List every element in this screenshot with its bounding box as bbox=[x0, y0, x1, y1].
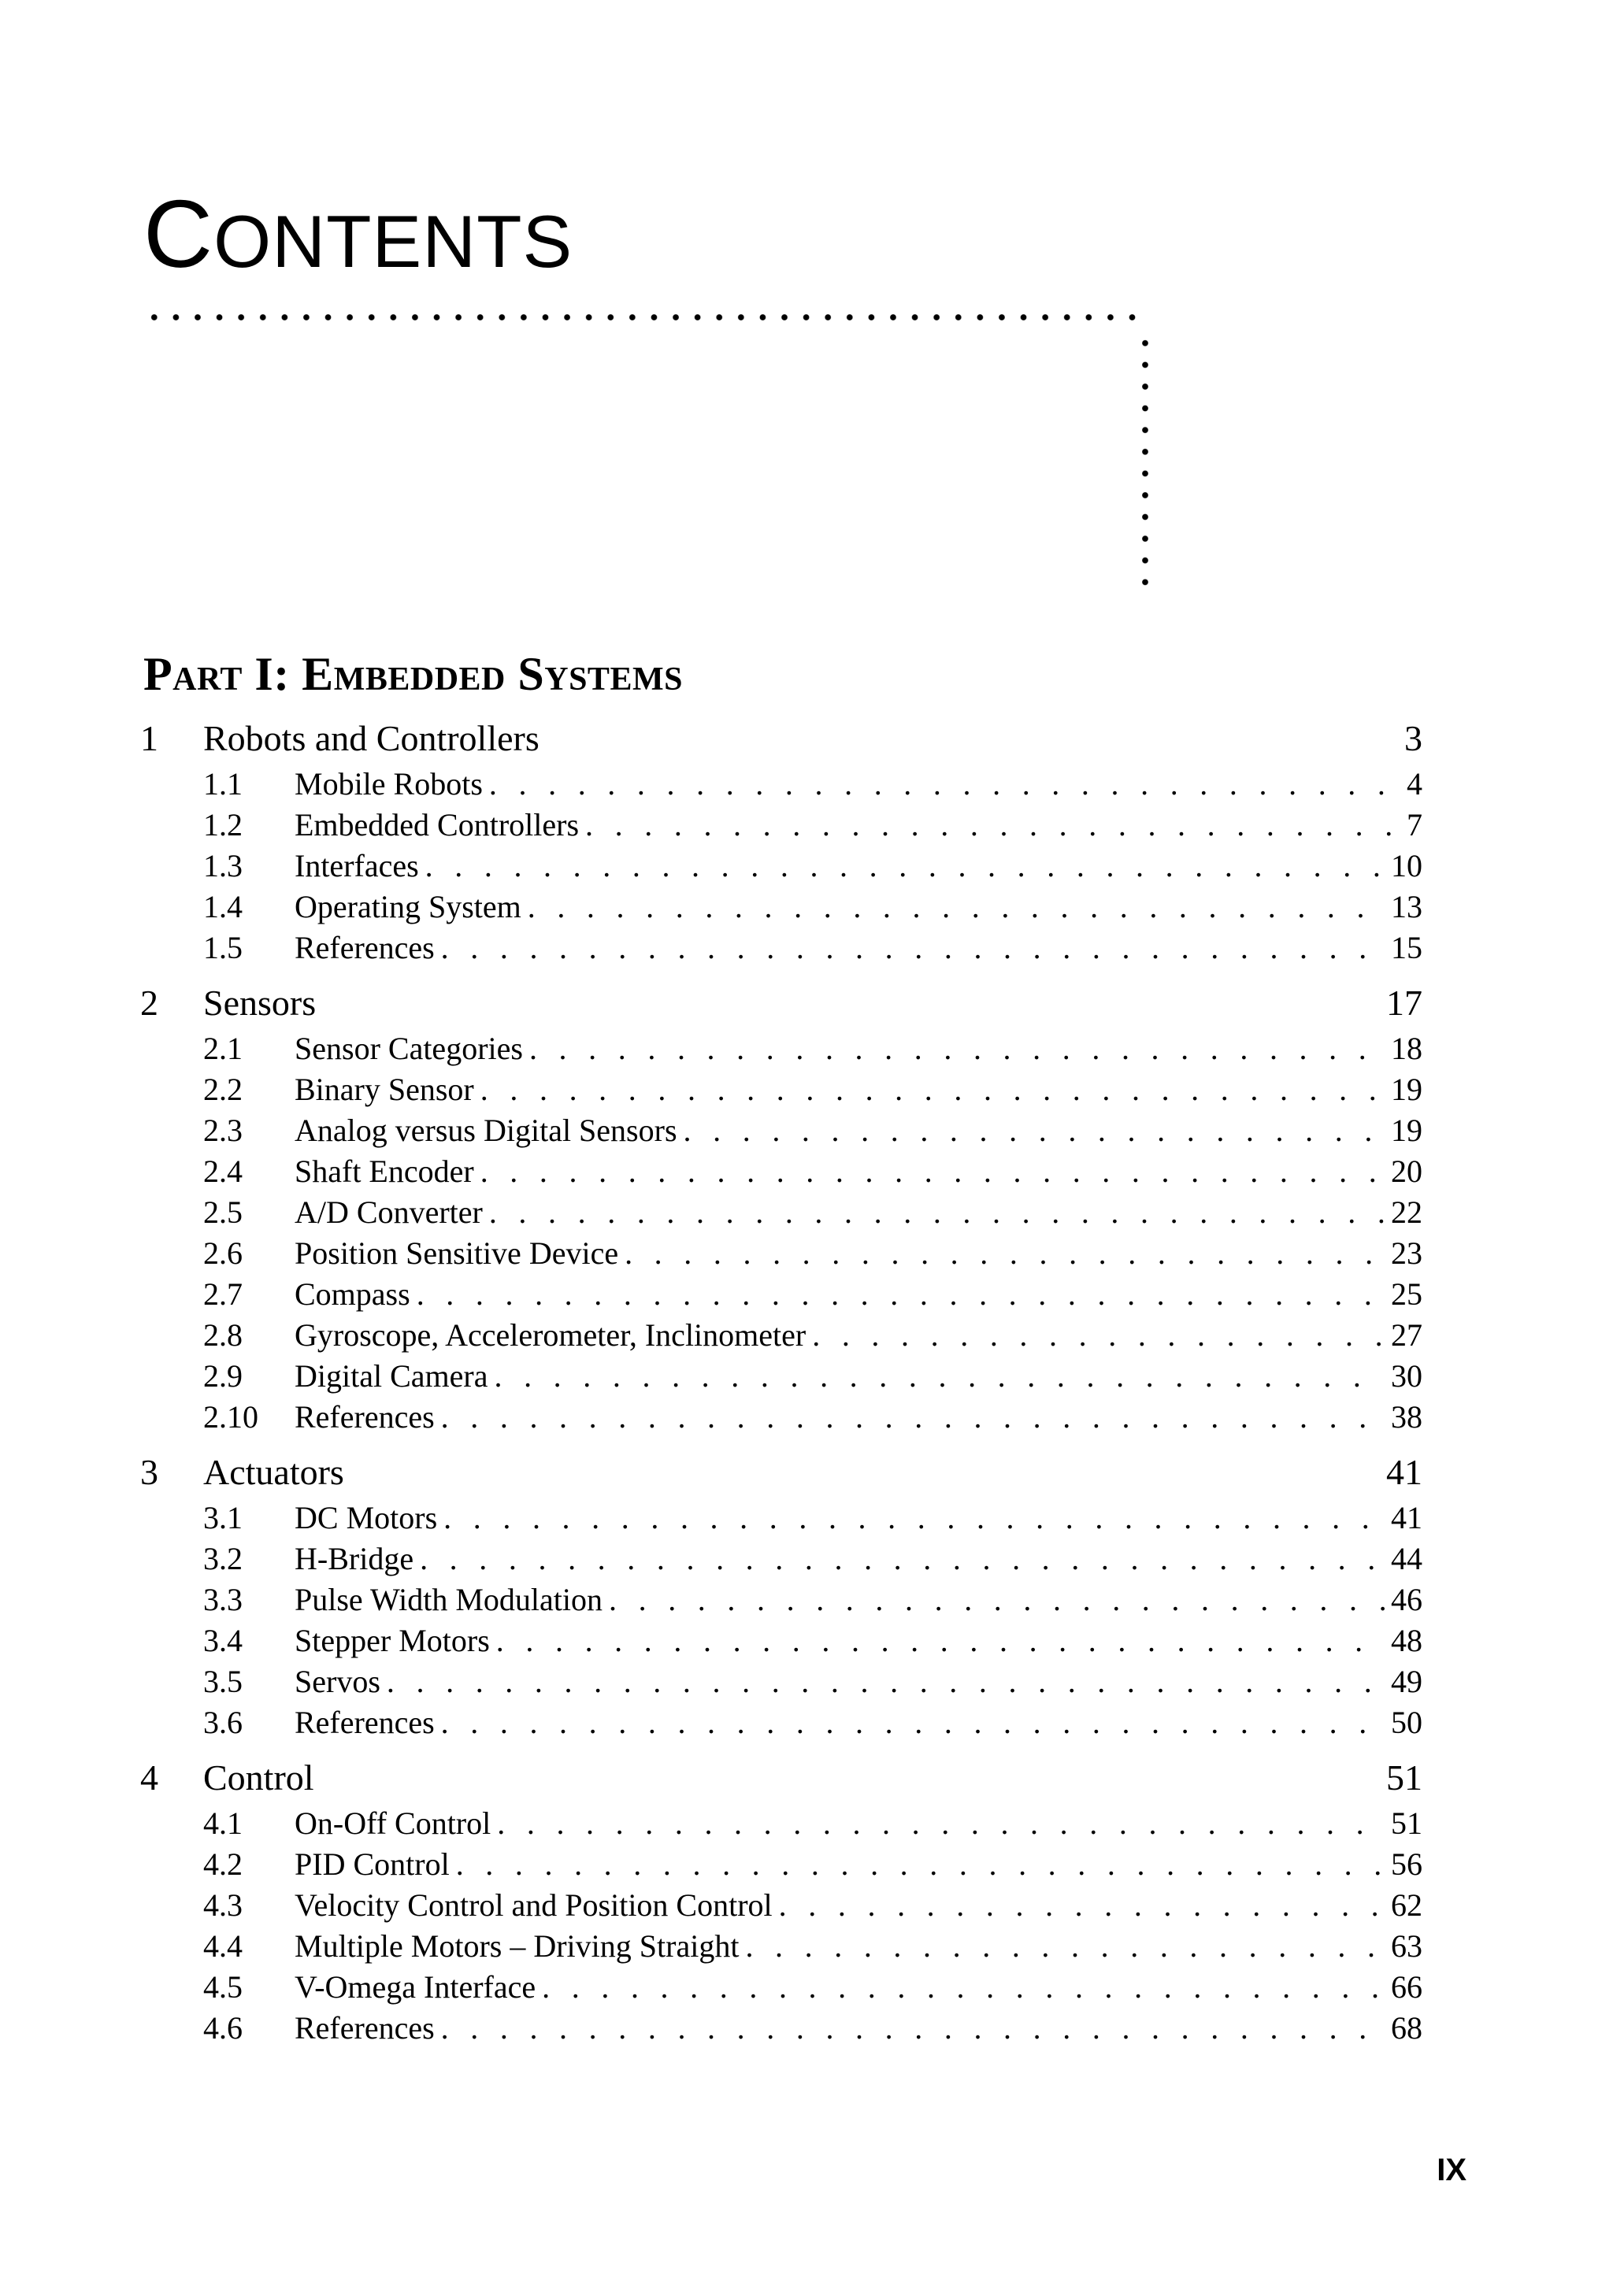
section-title: Stepper Motors bbox=[295, 1623, 490, 1658]
toc-entry[interactable] bbox=[0, 764, 1613, 805]
dot-leader bbox=[441, 1702, 1385, 1743]
section-title: Digital Camera bbox=[295, 1358, 488, 1394]
section-title: A/D Converter bbox=[295, 1194, 483, 1230]
section-page: 62 bbox=[1391, 1887, 1422, 1923]
section-title: Compass bbox=[295, 1276, 410, 1312]
dot-leader bbox=[625, 1233, 1385, 1274]
toc-entry[interactable] bbox=[0, 1885, 1613, 1926]
toc-entry[interactable] bbox=[0, 1356, 1613, 1397]
chapter-1 bbox=[0, 713, 1613, 968]
dot-leader bbox=[420, 1539, 1385, 1579]
toc-entry[interactable] bbox=[0, 887, 1613, 928]
page-title-rest: ONTENTS bbox=[213, 200, 573, 283]
section-number: 3.3 bbox=[203, 1582, 243, 1617]
toc-entry[interactable] bbox=[0, 1028, 1613, 1069]
chapter-number: 1 bbox=[140, 718, 158, 758]
toc-entry[interactable] bbox=[0, 1498, 1613, 1539]
dot-leader bbox=[441, 1397, 1385, 1438]
section-title: PID Control bbox=[295, 1846, 450, 1882]
section-line bbox=[295, 1885, 1422, 1926]
chapter-number: 2 bbox=[140, 983, 158, 1023]
toc-entry[interactable] bbox=[0, 1110, 1613, 1151]
chapter-number: 4 bbox=[140, 1757, 158, 1798]
part-title: Part I: Embedded Systems bbox=[143, 648, 683, 700]
dot-leader bbox=[443, 1498, 1385, 1539]
section-page: 63 bbox=[1391, 1928, 1422, 1964]
section-line bbox=[295, 1539, 1422, 1579]
section-title: References bbox=[295, 2010, 435, 2046]
dot-leader bbox=[779, 1885, 1385, 1926]
section-number: 1.1 bbox=[203, 766, 243, 802]
section-page: 19 bbox=[1391, 1072, 1422, 1107]
dot-leader bbox=[745, 1926, 1385, 1967]
toc-entry[interactable] bbox=[0, 1069, 1613, 1110]
section-line bbox=[295, 1192, 1422, 1233]
section-line bbox=[295, 1844, 1422, 1885]
section-number: 3.4 bbox=[203, 1623, 243, 1658]
section-line bbox=[295, 1661, 1422, 1702]
chapter-title: Actuators bbox=[203, 1452, 344, 1492]
chapter-page: 3 bbox=[1404, 718, 1422, 758]
toc-entry[interactable] bbox=[0, 846, 1613, 887]
chapter-page: 51 bbox=[1386, 1757, 1422, 1798]
section-title: Sensor Categories bbox=[295, 1031, 523, 1066]
toc-entry[interactable] bbox=[0, 1539, 1613, 1579]
toc-entry[interactable] bbox=[0, 1967, 1613, 2008]
section-page: 27 bbox=[1391, 1317, 1422, 1353]
section-title: References bbox=[295, 1399, 435, 1435]
section-line bbox=[295, 1028, 1422, 1069]
section-line bbox=[295, 928, 1422, 968]
section-line bbox=[295, 1579, 1422, 1620]
section-line bbox=[295, 1498, 1422, 1539]
chapter-page: 17 bbox=[1386, 983, 1422, 1023]
section-number: 2.6 bbox=[203, 1235, 243, 1271]
section-title: Multiple Motors – Driving Straight bbox=[295, 1928, 740, 1964]
section-page: 13 bbox=[1391, 889, 1422, 924]
toc-entry[interactable] bbox=[0, 1844, 1613, 1885]
chapter-title: Sensors bbox=[203, 983, 317, 1023]
dot-leader bbox=[480, 1151, 1385, 1192]
chapter-2 bbox=[0, 978, 1613, 1438]
section-line bbox=[295, 2008, 1422, 2049]
section-page: 56 bbox=[1391, 1846, 1422, 1882]
section-page: 7 bbox=[1407, 807, 1422, 842]
dot-leader bbox=[494, 1356, 1385, 1397]
section-title: Binary Sensor bbox=[295, 1072, 474, 1107]
section-number: 2.3 bbox=[203, 1113, 243, 1148]
section-line bbox=[295, 1151, 1422, 1192]
dot-leader bbox=[441, 928, 1385, 968]
page-title-initial: C bbox=[143, 180, 214, 287]
dotted-rule-vertical bbox=[1141, 332, 1149, 591]
section-number: 3.2 bbox=[203, 1541, 243, 1576]
section-page: 30 bbox=[1391, 1358, 1422, 1394]
section-number: 1.2 bbox=[203, 807, 243, 842]
chapter-4 bbox=[0, 1753, 1613, 2049]
section-number: 1.3 bbox=[203, 848, 243, 883]
dot-leader bbox=[480, 1069, 1385, 1110]
section-page: 22 bbox=[1391, 1194, 1422, 1230]
toc-entry[interactable] bbox=[0, 1315, 1613, 1356]
section-title: Gyroscope, Accelerometer, Inclinometer bbox=[295, 1317, 806, 1353]
section-line bbox=[295, 1110, 1422, 1151]
section-number: 4.2 bbox=[203, 1846, 243, 1882]
chapter-page: 41 bbox=[1386, 1452, 1422, 1492]
chapter-heading[interactable] bbox=[0, 713, 1613, 764]
chapter-3 bbox=[0, 1447, 1613, 1743]
section-page: 38 bbox=[1391, 1399, 1422, 1435]
toc-entry[interactable] bbox=[0, 1397, 1613, 1438]
section-number: 2.10 bbox=[203, 1399, 258, 1435]
section-number: 2.8 bbox=[203, 1317, 243, 1353]
dot-leader bbox=[417, 1274, 1385, 1315]
dot-leader bbox=[812, 1315, 1385, 1356]
section-page: 20 bbox=[1391, 1154, 1422, 1189]
page-number: IX bbox=[1437, 2153, 1467, 2187]
section-page: 50 bbox=[1391, 1705, 1422, 1740]
section-page: 49 bbox=[1391, 1664, 1422, 1699]
section-number: 2.5 bbox=[203, 1194, 243, 1230]
dot-leader bbox=[425, 846, 1385, 887]
section-page: 15 bbox=[1391, 930, 1422, 965]
dot-leader bbox=[542, 1967, 1385, 2008]
section-title: Operating System bbox=[295, 889, 521, 924]
section-line bbox=[295, 1356, 1422, 1397]
section-title: Servos bbox=[295, 1664, 380, 1699]
section-title: V-Omega Interface bbox=[295, 1969, 536, 2005]
chapter-number: 3 bbox=[140, 1452, 158, 1492]
section-number: 2.4 bbox=[203, 1154, 243, 1189]
toc-entry[interactable] bbox=[0, 1661, 1613, 1702]
section-title: DC Motors bbox=[295, 1500, 438, 1535]
toc-entry[interactable] bbox=[0, 805, 1613, 846]
section-title: References bbox=[295, 1705, 435, 1740]
page-title bbox=[143, 180, 573, 287]
chapter-heading[interactable] bbox=[0, 978, 1613, 1028]
section-number: 4.5 bbox=[203, 1969, 243, 2005]
dot-leader bbox=[684, 1110, 1385, 1151]
toc-entry[interactable] bbox=[0, 1579, 1613, 1620]
dot-leader bbox=[489, 764, 1400, 805]
section-page: 4 bbox=[1407, 766, 1422, 802]
chapter-heading[interactable] bbox=[0, 1447, 1613, 1498]
dot-leader bbox=[528, 887, 1385, 928]
dot-leader bbox=[387, 1661, 1385, 1702]
dot-leader bbox=[489, 1192, 1385, 1233]
section-line bbox=[295, 1233, 1422, 1274]
section-title: On-Off Control bbox=[295, 1805, 491, 1841]
section-number: 3.1 bbox=[203, 1500, 243, 1535]
section-number: 2.9 bbox=[203, 1358, 243, 1394]
section-number: 4.6 bbox=[203, 2010, 243, 2046]
section-line bbox=[295, 846, 1422, 887]
section-line bbox=[295, 1926, 1422, 1967]
section-number: 2.7 bbox=[203, 1276, 243, 1312]
dot-leader bbox=[585, 805, 1400, 846]
section-line bbox=[295, 1069, 1422, 1110]
section-title: H-Bridge bbox=[295, 1541, 414, 1576]
section-number: 3.5 bbox=[203, 1664, 243, 1699]
toc-entry[interactable] bbox=[0, 1233, 1613, 1274]
section-page: 23 bbox=[1391, 1235, 1422, 1271]
section-page: 66 bbox=[1391, 1969, 1422, 2005]
section-title: References bbox=[295, 930, 435, 965]
toc-entry[interactable] bbox=[0, 2008, 1613, 2049]
section-number: 2.1 bbox=[203, 1031, 243, 1066]
dot-leader bbox=[496, 1620, 1385, 1661]
section-line bbox=[295, 1620, 1422, 1661]
section-title: Shaft Encoder bbox=[295, 1154, 474, 1189]
section-number: 4.3 bbox=[203, 1887, 243, 1923]
toc-entry[interactable] bbox=[0, 1192, 1613, 1233]
section-number: 4.4 bbox=[203, 1928, 243, 1964]
section-title: Embedded Controllers bbox=[295, 807, 580, 842]
dot-leader bbox=[441, 2008, 1385, 2049]
section-title: Mobile Robots bbox=[295, 766, 483, 802]
dot-leader bbox=[529, 1028, 1385, 1069]
section-number: 3.6 bbox=[203, 1705, 243, 1740]
toc-entry[interactable] bbox=[0, 1702, 1613, 1743]
chapter-heading[interactable] bbox=[0, 1753, 1613, 1803]
table-of-contents bbox=[0, 713, 1613, 2049]
toc-entry[interactable] bbox=[0, 1274, 1613, 1315]
section-line bbox=[295, 1315, 1422, 1356]
section-number: 1.4 bbox=[203, 889, 243, 924]
section-line bbox=[295, 805, 1422, 846]
toc-entry[interactable] bbox=[0, 1151, 1613, 1192]
toc-entry[interactable] bbox=[0, 1620, 1613, 1661]
section-line bbox=[295, 1702, 1422, 1743]
section-page: 19 bbox=[1391, 1113, 1422, 1148]
toc-entry[interactable] bbox=[0, 1803, 1613, 1844]
section-title: Pulse Width Modulation bbox=[295, 1582, 603, 1617]
section-page: 46 bbox=[1391, 1582, 1422, 1617]
section-page: 10 bbox=[1391, 848, 1422, 883]
dot-leader bbox=[456, 1844, 1385, 1885]
section-page: 68 bbox=[1391, 2010, 1422, 2046]
section-page: 41 bbox=[1391, 1500, 1422, 1535]
section-page: 51 bbox=[1391, 1805, 1422, 1841]
chapter-title: Control bbox=[203, 1757, 314, 1798]
section-title: Analog versus Digital Sensors bbox=[295, 1113, 677, 1148]
dotted-rule-horizontal bbox=[143, 313, 1145, 321]
section-number: 2.2 bbox=[203, 1072, 243, 1107]
section-line bbox=[295, 1967, 1422, 2008]
section-page: 48 bbox=[1391, 1623, 1422, 1658]
section-line bbox=[295, 764, 1422, 805]
chapter-title: Robots and Controllers bbox=[203, 718, 540, 758]
section-page: 44 bbox=[1391, 1541, 1422, 1576]
dot-leader bbox=[609, 1579, 1385, 1620]
section-title: Velocity Control and Position Control bbox=[295, 1887, 773, 1923]
section-page: 18 bbox=[1391, 1031, 1422, 1066]
section-title: Position Sensitive Device bbox=[295, 1235, 619, 1271]
section-title: Interfaces bbox=[295, 848, 419, 883]
toc-entry[interactable] bbox=[0, 928, 1613, 968]
section-page: 25 bbox=[1391, 1276, 1422, 1312]
toc-entry[interactable] bbox=[0, 1926, 1613, 1967]
section-line bbox=[295, 1803, 1422, 1844]
section-line bbox=[295, 1397, 1422, 1438]
section-number: 4.1 bbox=[203, 1805, 243, 1841]
section-line bbox=[295, 1274, 1422, 1315]
section-number: 1.5 bbox=[203, 930, 243, 965]
dot-leader bbox=[497, 1803, 1385, 1844]
section-line bbox=[295, 887, 1422, 928]
